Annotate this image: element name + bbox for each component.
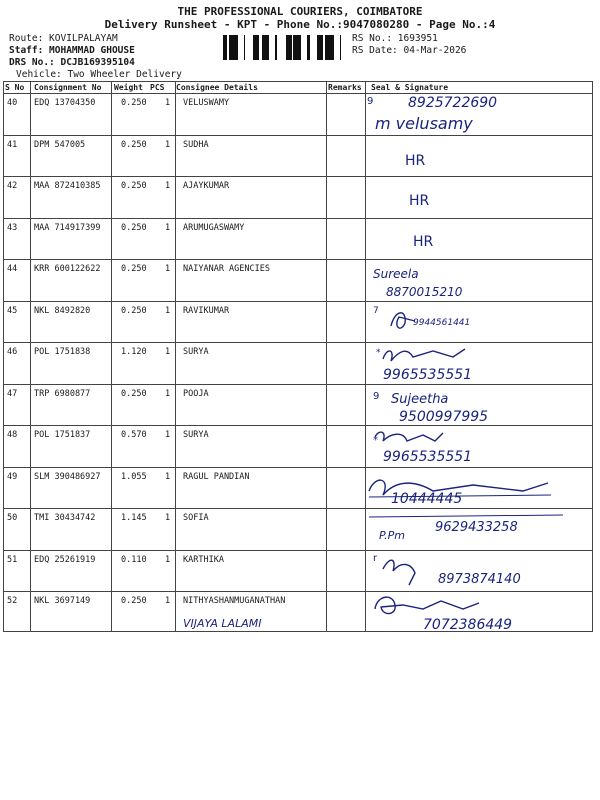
barcode-bar [229,35,232,60]
cell-sno: 42 [7,181,18,191]
cell-sno: 50 [7,513,18,523]
sig-mark: * [373,435,378,446]
barcode-bar [226,35,227,60]
header-remarks: Remarks [328,83,362,92]
barcode-bar [340,35,341,60]
cell-pcs: 1 [165,222,171,233]
handwritten-name: m velusamy [375,114,473,133]
cell-pcs: 1 [165,596,171,606]
cell-consignee: ARUMUGASWAMY [183,222,245,233]
barcode-bar [232,35,233,60]
handwritten-name: Sujeetha [391,392,449,407]
cell-pcs: 1 [165,513,171,523]
barcode-bar [287,35,289,60]
barcode-bar [286,35,287,60]
document-subtitle: Delivery Runsheet - KPT - Phone No.:9047080280 - Page No.:4 [104,18,496,31]
header-weight: Weight [114,83,143,92]
document-title: THE PROFESSIONAL COURIERS, COIMBATORE [177,5,423,18]
cell-consignment: KRR 600122622 [34,264,101,274]
cell-pcs: 1 [165,347,171,357]
rs-date: RS Date: 04-Mar-2026 [352,45,467,56]
handwritten-phone: 7072386449 [423,617,513,633]
barcode [223,35,347,60]
cell-consignment: POL 1751838 [34,347,91,357]
cell-pcs: 1 [165,139,171,150]
sig-mark: 9 [367,96,374,107]
handwritten-phone: 9965535551 [383,449,473,465]
header-seal: Seal & Signature [371,83,449,92]
cell-consignee: RAVIKUMAR [183,305,230,316]
cell-weight: 0.250 [121,139,147,150]
barcode-bar [256,35,257,60]
cell-sno: 47 [7,388,18,399]
cell-pcs: 1 [165,471,171,482]
runsheet-table [3,81,593,632]
cell-sno: 43 [7,222,18,233]
drs-number: DRS No.: DCJB169395104 [9,57,135,68]
cell-consignment: MAA 872410385 [34,181,101,191]
handwritten-consignee-note [3,81,593,632]
cell-consignment: SLM 390486927 [34,471,101,482]
cell-consignment: NKL 8492820 [34,305,91,316]
barcode-bar [275,35,277,60]
cell-consignee: VELUSWAMY [183,98,230,108]
route-label: Route: KOVILPALAYAM [9,33,118,44]
handwritten-name: VIJAYA LALAMI [183,617,262,630]
cell-consignment: NKL 3697149 [34,596,91,606]
cell-weight: 0.110 [121,554,147,565]
cell-consignment: TMI 30434742 [34,513,96,523]
cell-pcs: 1 [165,554,171,565]
cell-sno: 41 [7,139,18,150]
cell-consignee: AJAYKUMAR [183,181,230,191]
sig-mark: * [376,348,381,358]
barcode-bar [299,35,301,60]
cell-weight: 0.250 [121,264,147,274]
cell-sno: 51 [7,554,18,565]
handwritten-phone: 10444445 [391,491,463,507]
barcode-bar [235,35,238,60]
cell-consignment: DPM 547005 [34,139,86,150]
cell-sno: 49 [7,471,18,482]
cell-consignment: MAA 714917399 [34,222,101,233]
cell-consignment: EDQ 25261919 [34,554,96,565]
barcode-bar [298,35,299,60]
barcode-bar [257,35,259,60]
barcode-bar [223,35,226,60]
sig-mark: 9 [373,391,380,402]
barcode-bar [244,35,245,60]
cell-pcs: 1 [165,388,171,399]
cell-consignee: KARTHIKA [183,554,224,565]
barcode-bar [307,35,310,60]
cell-consignee: SUDHA [183,139,209,150]
cell-consignee: SURYA [183,430,209,440]
sig-mark: 7 [373,306,379,316]
cell-weight: 0.250 [121,388,147,399]
barcode-bar [325,35,328,60]
cell-weight: 0.250 [121,181,147,191]
barcode-bar [328,35,329,60]
barcode-bar [322,35,323,60]
barcode-bar [253,35,256,60]
cell-sno: 45 [7,305,18,316]
cell-consignment: EDQ 13704350 [34,98,96,108]
cell-pcs: 1 [165,430,171,440]
sig-mark: r [373,553,378,564]
cell-consignee: SURYA [183,347,209,357]
cell-consignee: POOJA [183,388,209,399]
barcode-bar [317,35,319,60]
rs-number: RS No.: 1693951 [352,33,438,44]
cell-weight: 0.250 [121,222,147,233]
cell-consignee: NITHYASHANMUGANATHAN [183,596,286,606]
barcode-bar [331,35,334,60]
handwritten-phone: 8870015210 [386,285,463,299]
handwritten-phone: 9500997995 [399,409,489,425]
cell-weight: 0.250 [121,305,147,316]
handwritten-phone: 8973874140 [438,572,521,587]
barcode-bar [319,35,322,60]
barcode-bar [263,35,265,60]
barcode-bar [289,35,292,60]
cell-weight: 0.570 [121,430,147,440]
cell-weight: 1.145 [121,513,147,523]
handwritten-initials: HR [413,234,434,250]
barcode-bar [268,35,269,60]
cell-consignee: SOFIA [183,513,209,523]
cell-weight: 1.055 [121,471,147,482]
header-sno: S No [5,83,25,92]
cell-sno: 40 [7,98,18,108]
cell-consignee: NAIYANAR AGENCIES [183,264,270,274]
header-pcs: PCS [150,83,165,92]
vehicle-label: Vehicle: Two Wheeler Delivery [16,69,182,80]
barcode-bar [293,35,295,60]
cell-consignee: RAGUL PANDIAN [183,471,250,482]
cell-weight: 1.120 [121,347,147,357]
header-consignment: Consignment No [34,83,102,92]
handwritten-phone: 9944561441 [413,318,471,328]
handwritten-name: P.Pm [379,529,405,542]
cell-pcs: 1 [165,264,171,274]
cell-sno: 48 [7,430,18,440]
staff-label: Staff: MOHAMMAD GHOUSE [9,45,135,56]
handwritten-phone: 8925722690 [408,95,498,111]
header-consignee: Consignee Details [176,83,258,92]
handwritten-phone: 9965535551 [383,367,473,383]
cell-sno: 46 [7,347,18,357]
barcode-bar [329,35,331,60]
cell-pcs: 1 [165,98,171,108]
cell-weight: 0.250 [121,596,147,606]
cell-pcs: 1 [165,305,171,316]
cell-pcs: 1 [165,181,171,191]
cell-sno: 52 [7,596,18,606]
cell-consignment: TRP 6980877 [34,388,91,399]
handwritten-name: Sureela [373,267,419,281]
handwritten-phone: 9629433258 [435,520,518,535]
cell-sno: 44 [7,264,18,274]
handwritten-initials: HR [405,153,426,169]
barcode-bar [262,35,263,60]
barcode-bar [265,35,268,60]
barcode-bar [295,35,298,60]
handwritten-initials: HR [409,193,430,209]
cell-consignment: POL 1751837 [34,430,91,440]
cell-weight: 0.250 [121,98,147,108]
barcode-bar [233,35,235,60]
